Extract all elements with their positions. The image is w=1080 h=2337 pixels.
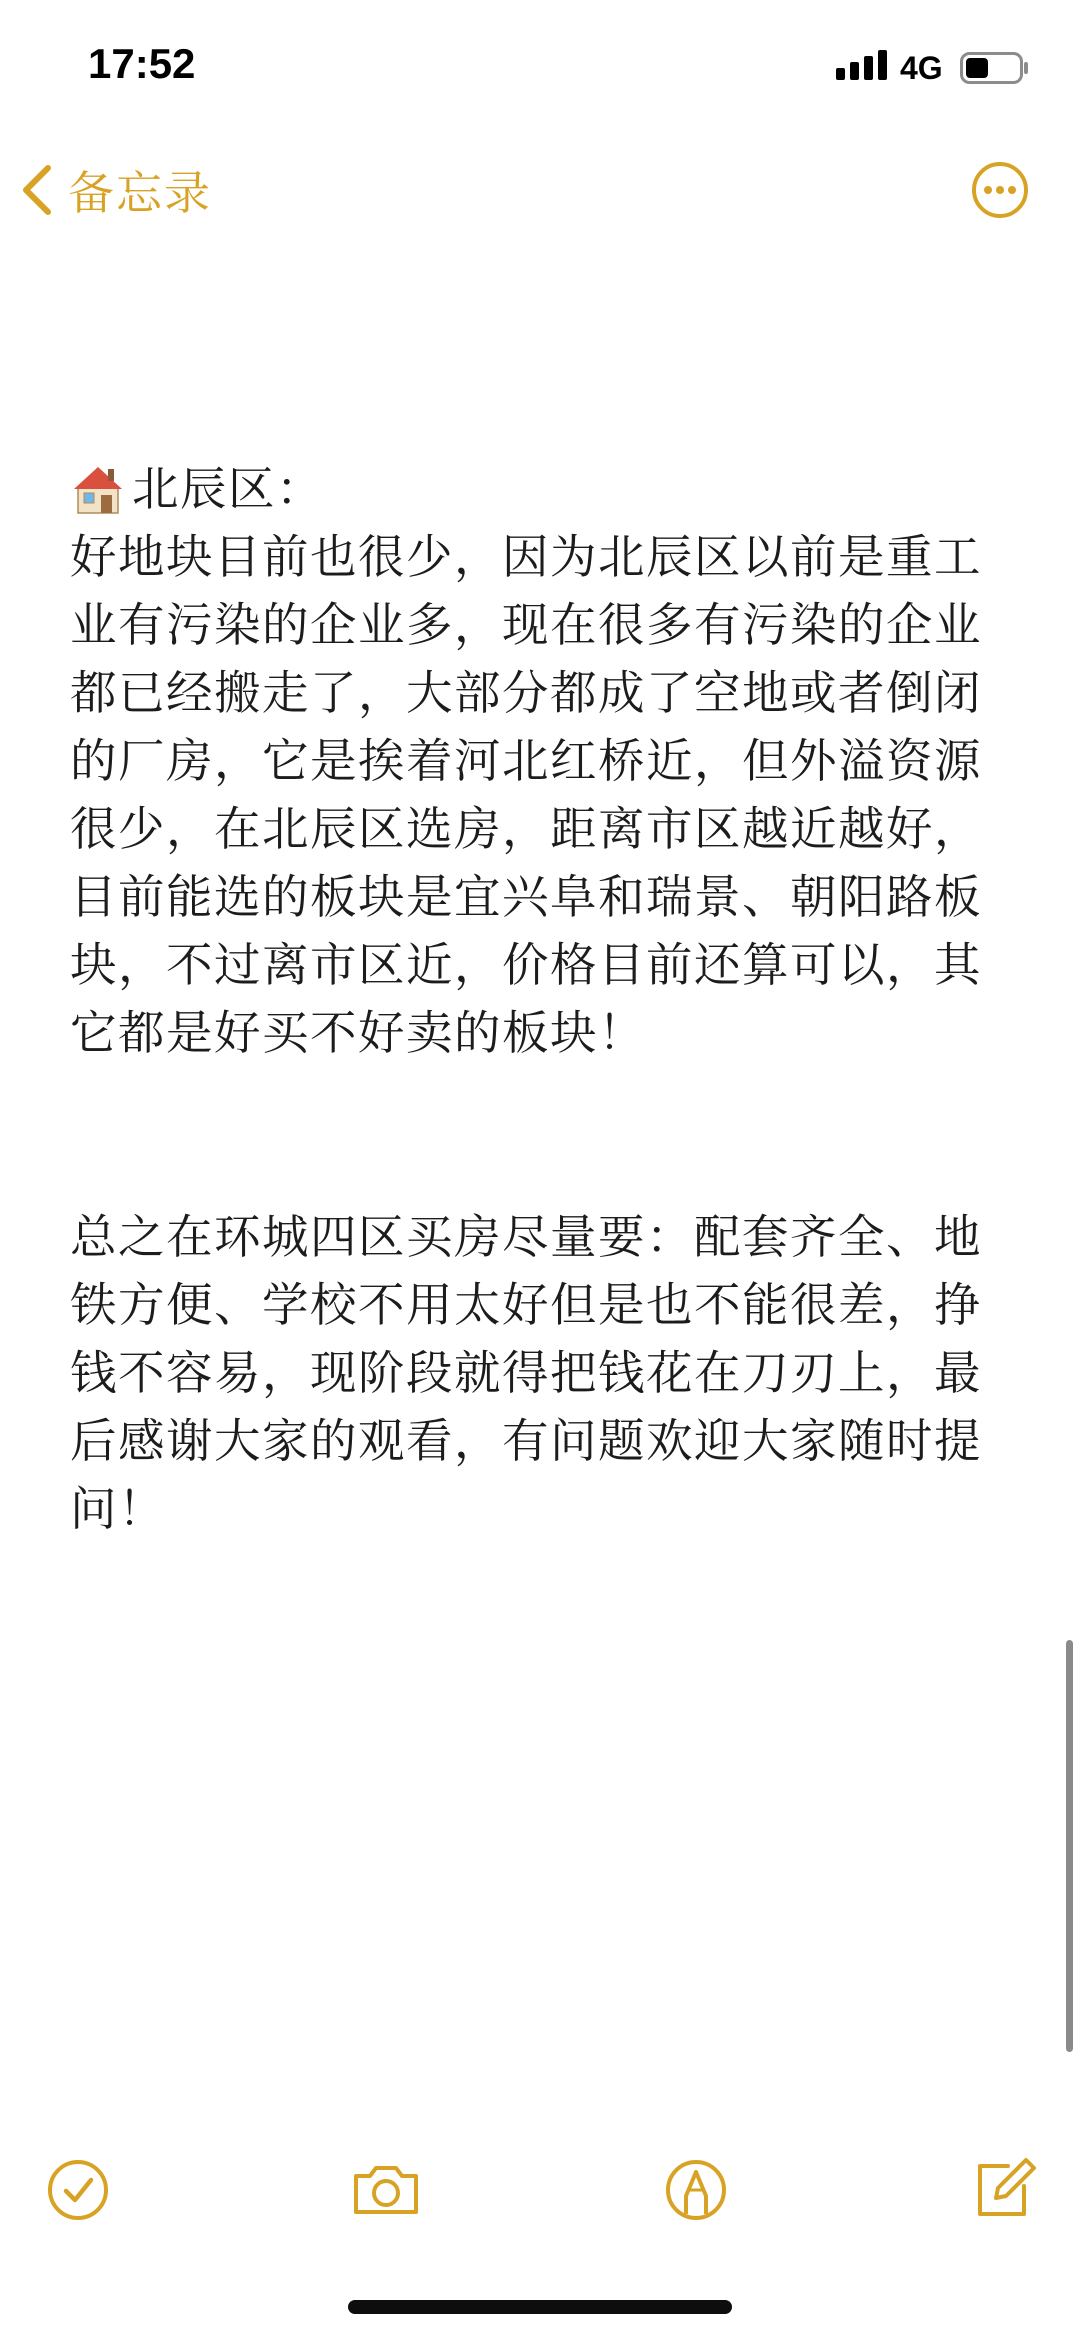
- markup-button[interactable]: [656, 2150, 736, 2230]
- camera-icon: [356, 2168, 416, 2212]
- note-body[interactable]: [70, 455, 1005, 1543]
- paragraph-spacer: [70, 1067, 1005, 1203]
- note-paragraph-1: 好地块目前也很少，因为北辰区以前是重工业有污染的企业多，现在很多有污染的企业都已经搬走了，大部分都成了空地或者倒闭的厂房，它是挨着河北红桥近，但外溢资源很少，在北辰区选房，距离市区越近越好，目前能选的板块是宜兴阜和瑞景、朝阳路板块，不过离市区近，价格目前还算可以，其它都是好买不好卖的板块！: [70, 530, 982, 1060]
- note-heading-text: 北辰区：: [132, 462, 324, 516]
- note-heading: [70, 455, 1005, 523]
- battery-icon: [960, 52, 1030, 84]
- back-label: 备忘录: [68, 166, 212, 220]
- more-options-button[interactable]: [970, 160, 1030, 220]
- bottom-toolbar: [0, 2140, 1080, 2240]
- markup-pen-icon: [668, 2162, 724, 2218]
- checklist-button[interactable]: [38, 2150, 118, 2230]
- compose-icon: [980, 2160, 1034, 2214]
- camera-button[interactable]: [346, 2150, 426, 2230]
- home-indicator[interactable]: [348, 2300, 732, 2314]
- cellular-signal-icon: [836, 50, 888, 80]
- back-button[interactable]: [20, 158, 212, 222]
- nav-bar: [0, 150, 1080, 230]
- house-icon: [70, 461, 126, 517]
- network-type: 4G: [900, 50, 943, 86]
- note-paragraph-2: 总之在环城四区买房尽量要：配套齐全、地铁方便、学校不用太好但是也不能很差，挣钱不容易，现阶段就得把钱花在刀刃上，最后感谢大家的观看，有问题欢迎大家随时提问！: [70, 1210, 982, 1536]
- status-bar: [0, 0, 1080, 130]
- compose-button[interactable]: [964, 2150, 1044, 2230]
- checklist-icon: [50, 2162, 106, 2218]
- chevron-left-icon: [20, 162, 54, 218]
- status-time: 17:52: [88, 40, 196, 87]
- scrollbar[interactable]: [1066, 1640, 1073, 2052]
